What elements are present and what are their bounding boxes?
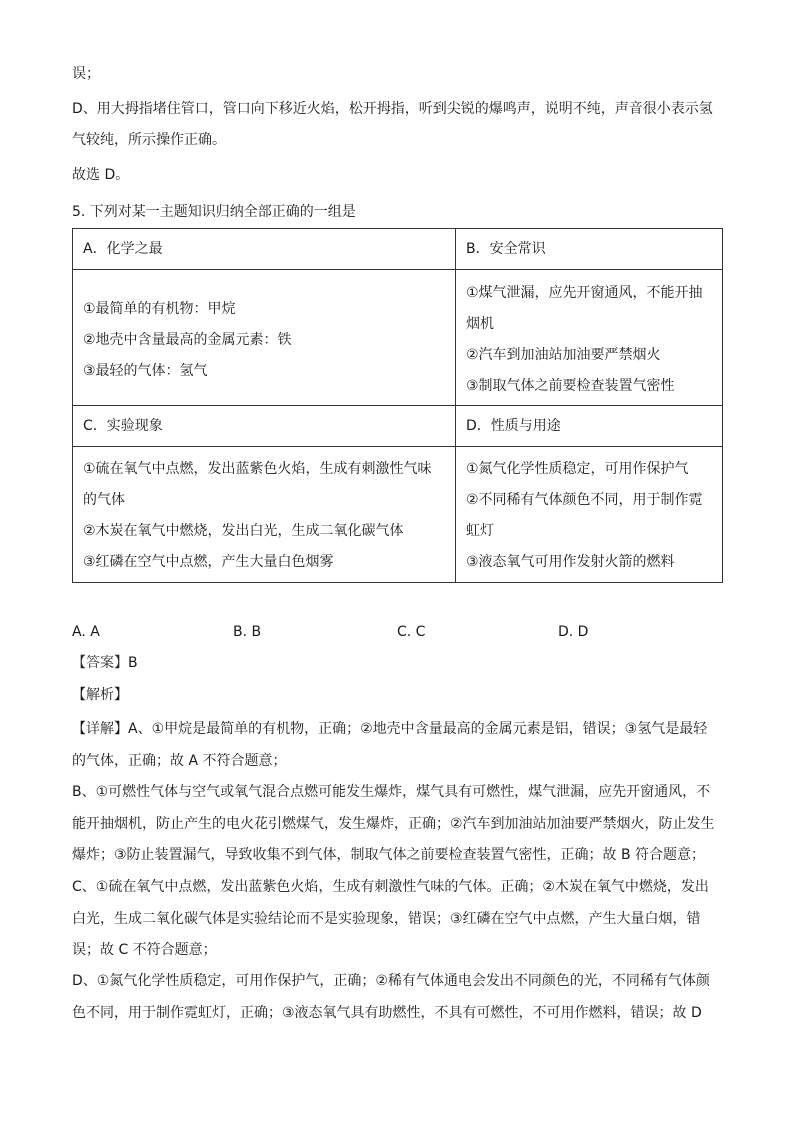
analysis-d-line-2: 色不同，用于制作霓虹灯，正确；③液态氧气具有助燃性，不具有可燃性，不可用作燃料，错误；故 D (72, 1004, 702, 1021)
intro-line-3: 气较纯，所示操作正确。 (72, 132, 226, 148)
analysis-c-line-1: C、①硫在氧气中点燃，发出蓝紫色火焰，生成有刺激性气味的气体。正确；②木炭在氧气中燃烧，发出 (72, 879, 709, 895)
knowledge-table (72, 228, 723, 583)
a-item-3: ③最轻的气体：氢气 (83, 363, 208, 379)
b-item-2: ②汽车到加油站加油要严禁烟火 (466, 347, 661, 363)
analysis-b-line-1: B、①可燃性气体与空气或氧气混合点燃可能发生爆炸，煤气具有可燃性，煤气泄漏，应先开窗通风，不 (72, 784, 711, 800)
option-d: D. D (558, 624, 589, 640)
option-a: A. A (72, 624, 100, 640)
d-item-1: ①氮气化学性质稳定，可用作保护气 (466, 461, 689, 477)
c-item-1: ①硫在氧气中点燃，发出蓝紫色火焰，生成有刺激性气味的气体 (83, 461, 432, 508)
c-item-2: ②木炭在氧气中燃烧，发出白光，生成二氧化碳气体 (83, 523, 404, 539)
analysis-b-line-2: 能开抽烟机，防止产生的电火花引燃煤气，发生爆炸，正确；②汽车到加油站加油要严禁烟火，防止发生 (72, 815, 715, 832)
answer-line (72, 653, 138, 673)
c-item-3: ③红磷在空气中点燃，产生大量白色烟雾 (83, 554, 334, 570)
a-item-1: ①最简单的有机物：甲烷 (83, 301, 236, 317)
cell-d-title: D．性质与用途 (456, 406, 723, 447)
option-c: C. C (397, 624, 426, 640)
cell-b-items (456, 270, 723, 406)
cell-c-items (73, 447, 456, 583)
analysis-d-line-1: D、①氮气化学性质稳定，可用作保护气，正确；②稀有气体通电会发出不同颜色的光，不同稀有气体颜 (72, 973, 710, 989)
intro-line-2: D、用大拇指堵住管口，管口向下移近火焰，松开拇指，听到尖锐的爆鸣声，说明不纯，声音很小表示氢 (72, 101, 713, 117)
answer-options (72, 622, 722, 642)
analysis-c (72, 872, 722, 967)
option-b: B. B (233, 624, 262, 640)
cell-d-items (456, 447, 723, 583)
analysis-c-line-3: 误；故 C 不符合题意； (72, 942, 217, 958)
intro-line-1: 误； (72, 66, 100, 82)
d-item-2: ②不同稀有气体颜色不同，用于制作霓虹灯 (466, 492, 703, 539)
intro-line-4: 故选 D。 (72, 167, 130, 183)
analysis-a (72, 714, 722, 777)
cell-c-title: C．实验现象 (73, 406, 456, 447)
cell-b-title: B．安全常识 (456, 229, 723, 270)
analysis-tag: 【解析】 (72, 687, 128, 703)
cell-a-title: A．化学之最 (73, 229, 456, 270)
cell-a-items (73, 270, 456, 406)
b-item-1: ①煤气泄漏，应先开窗通风，不能开抽烟机 (466, 285, 703, 332)
analysis-b-line-3: 爆炸；③防止装置漏气，导致收集不到气体，制取气体之前要检查装置气密性，正确；故 B 符合题意； (72, 847, 706, 863)
answer-value: B (128, 655, 138, 671)
analysis-d (72, 966, 722, 1029)
a-item-2: ②地壳中含量最高的金属元素：铁 (83, 332, 292, 348)
analysis-c-line-2: 白光，生成二氧化碳气体是实验结论而不是实验现象，错误；③红磷在空气中点燃，产生大量白烟，错 (72, 910, 701, 927)
analysis-a-line-1: 【详解】A、①甲烷是最简单的有机物，正确；②地壳中含量最高的金属元素是铝，错误；③氢气是最轻 (72, 721, 708, 737)
analysis-b (72, 777, 722, 872)
question-stem: 5. 下列对某一主题知识归纳全部正确的一组是 (72, 204, 356, 220)
answer-tag: 【答案】 (72, 655, 128, 671)
d-item-3: ③液态氧气可用作发射火箭的燃料 (466, 554, 675, 570)
analysis-a-line-2: 的气体，正确；故 A 不符合题意； (72, 752, 287, 769)
b-item-3: ③制取气体之前要检查装置气密性 (466, 378, 675, 394)
